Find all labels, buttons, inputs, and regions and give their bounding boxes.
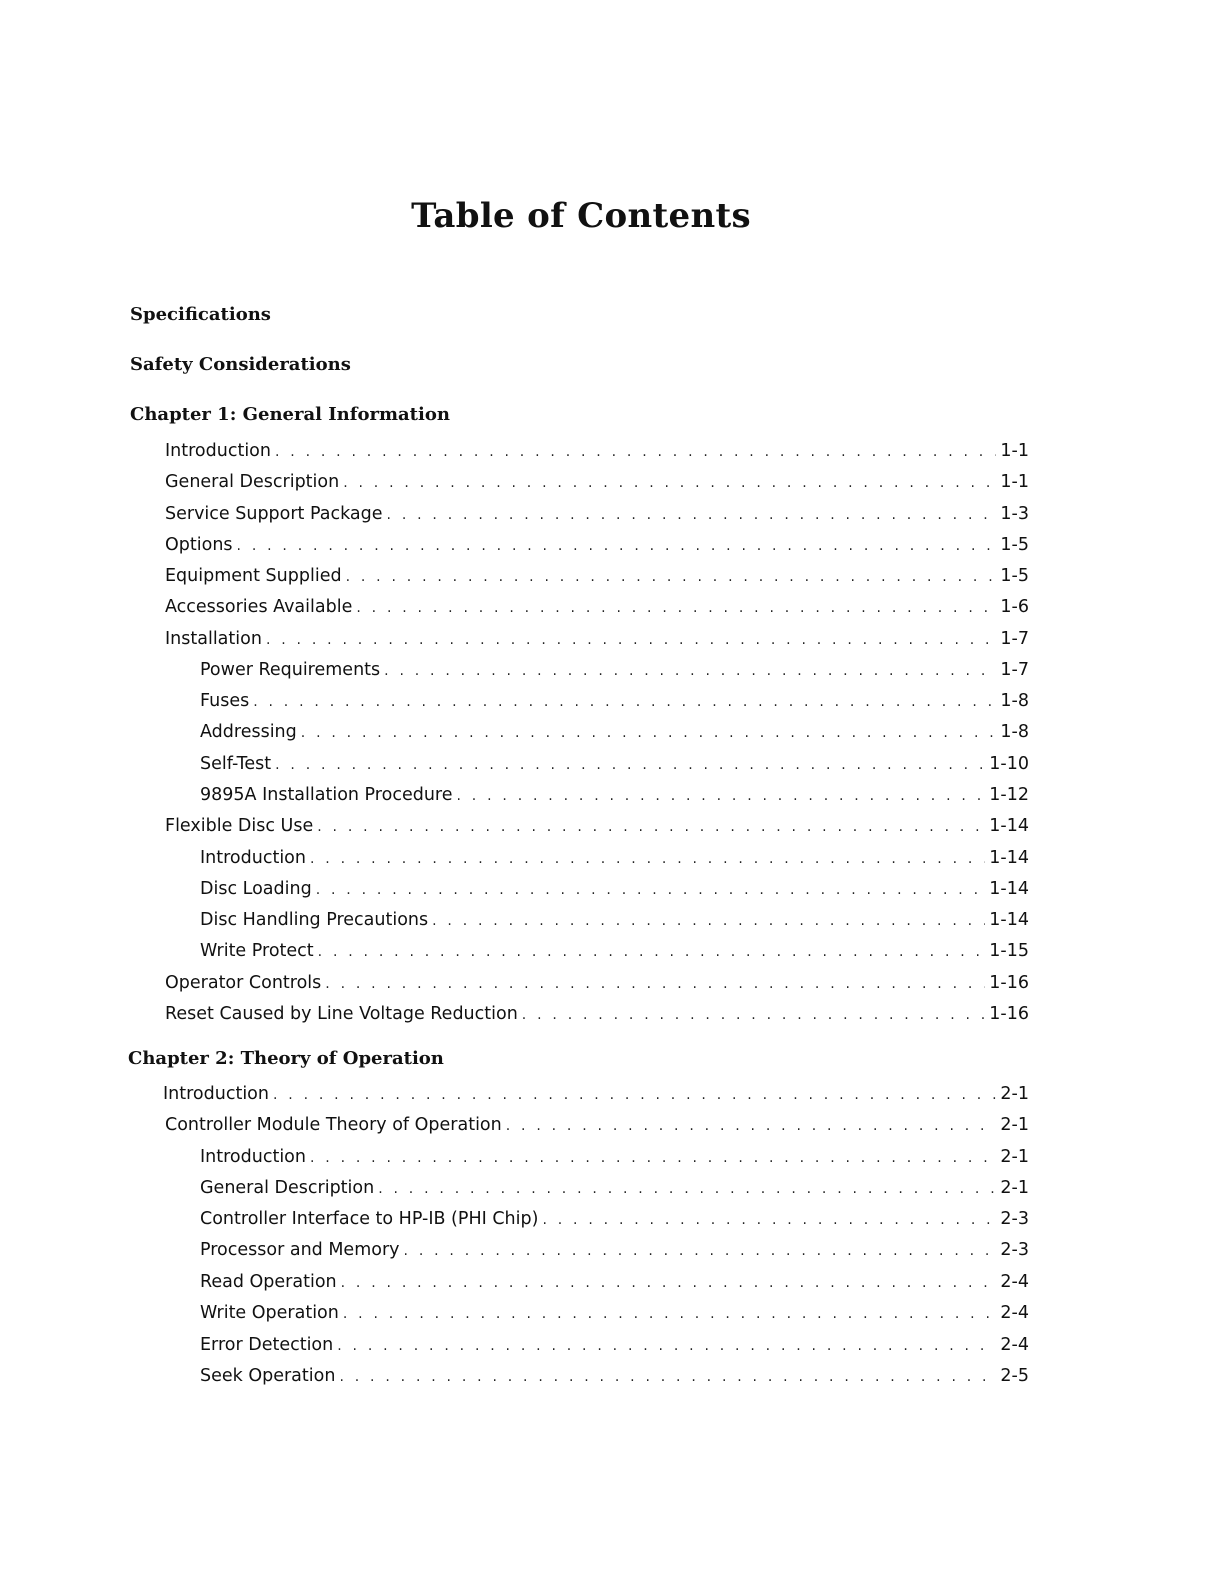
page-title: Table of Contents	[411, 196, 751, 236]
toc-entry-page: 1-16	[989, 973, 1029, 993]
toc-entry-label: Introduction	[165, 441, 271, 461]
toc-entry-page: 2-4	[1000, 1272, 1029, 1292]
toc-entry-label: Seek Operation	[200, 1366, 336, 1386]
dot-leader	[404, 1239, 997, 1263]
toc-entry-page: 2-3	[1000, 1209, 1029, 1229]
toc-entry-label: Controller Interface to HP-IB (PHI Chip)	[200, 1209, 539, 1229]
toc-entry[interactable]	[165, 439, 1029, 463]
toc-entry[interactable]	[165, 1002, 1029, 1026]
toc-entry-page: 1-7	[1000, 629, 1029, 649]
toc-entry-label: Error Detection	[200, 1335, 334, 1355]
toc-subentry[interactable]	[200, 720, 1029, 744]
dot-leader	[310, 847, 985, 871]
toc-entry[interactable]	[165, 564, 1029, 588]
toc-entry-label: Introduction	[200, 1147, 306, 1167]
toc-entry-label: Power Requirements	[200, 660, 381, 680]
toc-subentry[interactable]	[200, 658, 1029, 682]
toc-entry-label: 9895A Installation Procedure	[200, 785, 453, 805]
toc-entry-page: 1-14	[989, 816, 1029, 836]
toc-entry-page: 2-1	[1000, 1147, 1029, 1167]
toc-entry-label: Fuses	[200, 691, 250, 711]
toc-entry[interactable]	[165, 627, 1029, 651]
dot-leader	[337, 1334, 996, 1358]
toc-entry[interactable]	[165, 814, 1029, 838]
toc-subentry[interactable]	[200, 1207, 1029, 1231]
dot-leader	[253, 690, 996, 714]
toc-entry[interactable]	[165, 1113, 1029, 1137]
toc-entry-page: 1-14	[989, 910, 1029, 930]
toc-entry-label: Options	[165, 535, 233, 555]
dot-leader	[506, 1114, 997, 1138]
toc-entry-label: Processor and Memory	[200, 1240, 400, 1260]
dot-leader	[341, 1271, 997, 1295]
dot-leader	[343, 1302, 997, 1326]
toc-entry-label: Self-Test	[200, 754, 272, 774]
toc-entry-label: Service Support Package	[165, 504, 383, 524]
toc-entry-page: 1-6	[1000, 597, 1029, 617]
toc-entry-page: 2-3	[1000, 1240, 1029, 1260]
toc-entry-page: 1-5	[1000, 566, 1029, 586]
section-heading-chapter-2: Chapter 2: Theory of Operation	[128, 1048, 444, 1069]
toc-entry-label: Disc Loading	[200, 879, 312, 899]
toc-entry-page: 1-12	[989, 785, 1029, 805]
toc-entry[interactable]	[165, 595, 1029, 619]
toc-entry-page: 1-14	[989, 879, 1029, 899]
toc-entry-label: Equipment Supplied	[165, 566, 342, 586]
dot-leader	[317, 815, 985, 839]
toc-entry-label: Introduction	[200, 848, 306, 868]
toc-subentry[interactable]	[200, 1238, 1029, 1262]
toc-entry-label: General Description	[200, 1178, 375, 1198]
section-heading-specifications: Specifications	[130, 304, 271, 325]
toc-entry-page: 1-1	[1000, 472, 1029, 492]
dot-leader	[343, 471, 996, 495]
toc-entry-label: Installation	[165, 629, 262, 649]
toc-entry-page: 2-5	[1000, 1366, 1029, 1386]
toc-entry[interactable]	[165, 502, 1029, 526]
toc-entry-page: 1-15	[989, 941, 1029, 961]
section-heading-chapter-1: Chapter 1: General Information	[130, 404, 450, 425]
toc-entry-label: Flexible Disc Use	[165, 816, 314, 836]
toc-entry-label: Disc Handling Precautions	[200, 910, 429, 930]
toc-entry-label: Operator Controls	[165, 973, 322, 993]
toc-entry-label: Write Protect	[200, 941, 314, 961]
toc-entry-label: Write Operation	[200, 1303, 339, 1323]
toc-entry-page: 1-8	[1000, 691, 1029, 711]
toc-entry-label: Addressing	[200, 722, 297, 742]
dot-leader	[356, 596, 996, 620]
dot-leader	[339, 1365, 996, 1389]
toc-subentry[interactable]	[200, 908, 1029, 932]
toc-subentry[interactable]	[200, 846, 1029, 870]
dot-leader	[378, 1177, 996, 1201]
dot-leader	[457, 784, 986, 808]
toc-entry[interactable]	[163, 1082, 1029, 1106]
toc-subentry[interactable]	[200, 877, 1029, 901]
toc-subentry[interactable]	[200, 783, 1029, 807]
toc-subentry[interactable]	[200, 939, 1029, 963]
dot-leader	[384, 659, 996, 683]
dot-leader	[325, 972, 985, 996]
dot-leader	[387, 503, 997, 527]
dot-leader	[432, 909, 985, 933]
toc-entry-label: General Description	[165, 472, 340, 492]
dot-leader	[346, 565, 997, 589]
toc-entry-page: 2-1	[1000, 1178, 1029, 1198]
toc-entry[interactable]	[165, 971, 1029, 995]
toc-subentry[interactable]	[200, 689, 1029, 713]
dot-leader	[275, 753, 985, 777]
toc-entry-page: 2-1	[1000, 1084, 1029, 1104]
toc-entry-page: 2-1	[1000, 1115, 1029, 1135]
toc-entry-page: 1-1	[1000, 441, 1029, 461]
toc-entry-page: 1-10	[989, 754, 1029, 774]
toc-entry-page: 1-8	[1000, 722, 1029, 742]
toc-entry-page: 1-14	[989, 848, 1029, 868]
dot-leader	[301, 721, 997, 745]
toc-entry-label: Introduction	[163, 1084, 269, 1104]
dot-leader	[273, 1083, 996, 1107]
toc-entry[interactable]	[165, 533, 1029, 557]
toc-entry-label: Read Operation	[200, 1272, 337, 1292]
toc-entry-label: Accessories Available	[165, 597, 353, 617]
toc-subentry[interactable]	[200, 1333, 1029, 1357]
toc-subentry[interactable]	[200, 1145, 1029, 1169]
section-heading-safety: Safety Considerations	[130, 354, 351, 375]
dot-leader	[266, 628, 996, 652]
toc-entry-label: Reset Caused by Line Voltage Reduction	[165, 1004, 518, 1024]
dot-leader	[310, 1146, 996, 1170]
toc-entry-page: 1-7	[1000, 660, 1029, 680]
dot-leader	[316, 878, 986, 902]
toc-subentry[interactable]	[200, 752, 1029, 776]
toc-entry[interactable]	[165, 470, 1029, 494]
dot-leader	[318, 940, 986, 964]
dot-leader	[237, 534, 997, 558]
toc-entry-label: Controller Module Theory of Operation	[165, 1115, 502, 1135]
dot-leader	[275, 440, 996, 464]
toc-subentry[interactable]	[200, 1270, 1029, 1294]
toc-entry-page: 2-4	[1000, 1303, 1029, 1323]
toc-entry-page: 1-3	[1000, 504, 1029, 524]
toc-subentry[interactable]	[200, 1301, 1029, 1325]
toc-entry-page: 1-5	[1000, 535, 1029, 555]
toc-subentry[interactable]	[200, 1364, 1029, 1388]
dot-leader	[522, 1003, 985, 1027]
toc-entry-page: 2-4	[1000, 1335, 1029, 1355]
toc-subentry[interactable]	[200, 1176, 1029, 1200]
dot-leader	[542, 1208, 996, 1232]
toc-entry-page: 1-16	[989, 1004, 1029, 1024]
